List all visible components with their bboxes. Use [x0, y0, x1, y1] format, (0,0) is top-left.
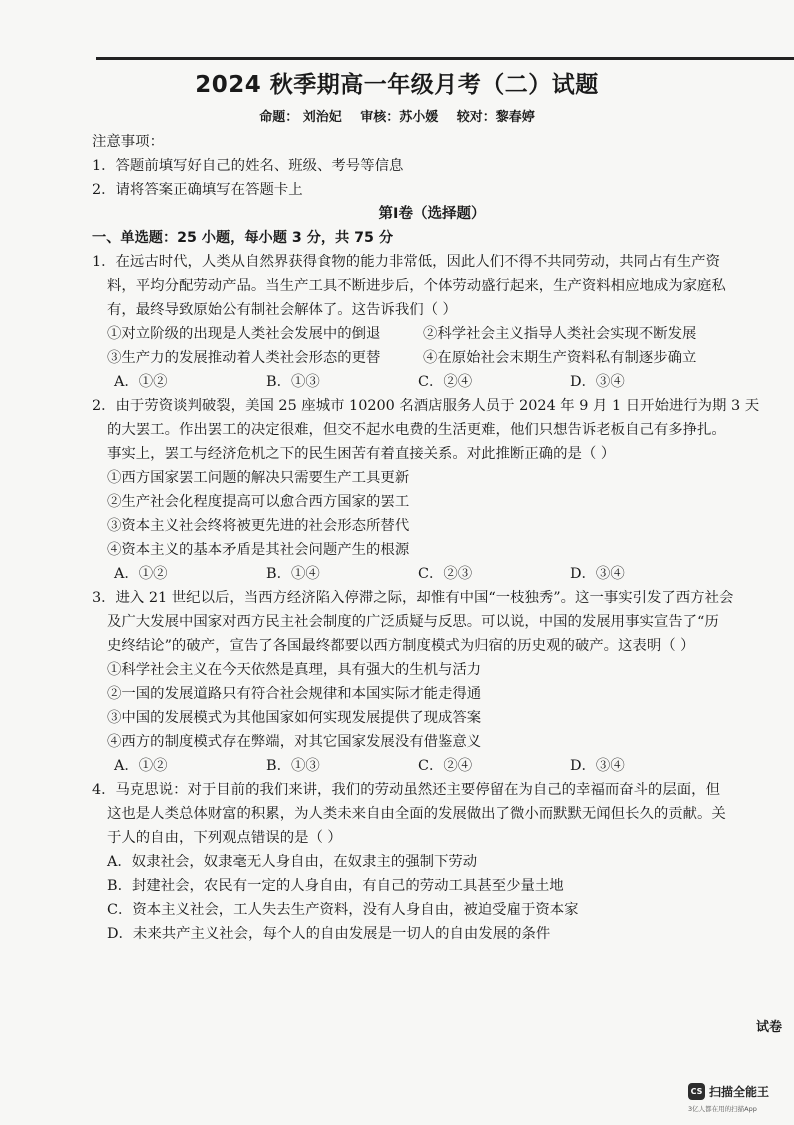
- question-1: [92, 250, 732, 394]
- camscanner-logo-icon: CS: [688, 1083, 705, 1100]
- statement: ③资本主义社会终将被更先进的社会形态所替代: [107, 518, 410, 534]
- statement-row: [92, 322, 732, 346]
- notice-item: 1．答题前填写好自己的姓名、班级、考号等信息: [92, 158, 404, 174]
- statement: ①西方国家罢工问题的解决只需要生产工具更新: [107, 470, 410, 486]
- statement: ③中国的发展模式为其他国家如何实现发展提供了现成答案: [107, 710, 482, 726]
- brand-tagline: 3亿人都在用的扫描App: [688, 1105, 757, 1113]
- option-b: B．封建社会，农民有一定的人身自由，有自己的劳动工具甚至少量土地: [107, 878, 564, 894]
- statement: ①对立阶级的出现是人类社会发展中的倒退: [107, 326, 381, 342]
- question-text: 的大罢工。作出罢工的决定很难，但交不起水电费的生活更难，他们只想告诉老板自己有多挣扎。: [107, 422, 726, 438]
- statement: ④资本主义的基本矛盾是其社会问题产生的根源: [107, 542, 410, 558]
- credit-reviewer: 审核：苏小媛: [360, 110, 439, 125]
- credit-author: 命题： 刘治妃: [259, 110, 342, 125]
- exam-content: [92, 130, 760, 946]
- choice-c: C．②④: [418, 758, 473, 774]
- choice-d: D．③④: [570, 566, 625, 582]
- option-c: C．资本主义社会，工人失去生产资料，没有人身自由，被迫受雇于资本家: [107, 902, 579, 918]
- statement: ③生产力的发展推动着人类社会形态的更替: [107, 350, 381, 366]
- choice-d: D．③④: [570, 758, 625, 774]
- statement: ④在原始社会末期生产资料私有制逐步确立: [423, 350, 697, 366]
- question-text: 4．马克思说：对于目前的我们来讲，我们的劳动虽然还主要停留在为自己的幸福而奋斗的层面，但: [92, 782, 720, 798]
- question-text: 史终结论”的破产，宣告了各国最终都要以西方制度模式为归宿的历史观的破产。这表明（ ）: [107, 638, 695, 654]
- exam-title: 2024 秋季期高一年级月考（二）试题: [195, 72, 599, 98]
- question-text: 1．在远古时代，人类从自然界获得食物的能力非常低，因此人们不得不共同劳动，共同占有生产资: [92, 254, 720, 270]
- statement: ②一国的发展道路只有符合社会规律和本国实际才能走得通: [107, 686, 482, 702]
- question-text: 有，最终导致原始公有制社会解体了。这告诉我们（ ）: [107, 302, 457, 318]
- question-text: 这也是人类总体财富的积累，为人类未来自由全面的发展做出了微小而默默无闻但长久的贡献。关: [107, 806, 726, 822]
- choice-c: C．②④: [418, 374, 473, 390]
- choice-a: A．①②: [114, 758, 168, 774]
- choice-a: A．①②: [114, 374, 168, 390]
- question-text: 料，平均分配劳动产品。当生产工具不断进步后，个体劳动盛行起来，生产资料相应地成为家庭私: [107, 278, 726, 294]
- choice-d: D．③④: [570, 374, 625, 390]
- notice-item: 2．请将答案正确填写在答题卡上: [92, 182, 303, 198]
- option-a: A．奴隶社会，奴隶毫无人身自由，在奴隶主的强制下劳动: [107, 854, 478, 870]
- choice-b: B．①③: [266, 758, 320, 774]
- statement: ②生产社会化程度提高可以愈合西方国家的罢工: [107, 494, 410, 510]
- section-title: 第Ⅰ卷（选择题）: [378, 206, 486, 222]
- credit-proofreader: 较对：黎春婷: [456, 110, 535, 125]
- part-heading: 一、单选题：25 小题，每小题 3 分，共 75 分: [92, 230, 394, 246]
- notice-heading: 注意事项：: [92, 134, 164, 150]
- exam-credits: [0, 106, 794, 125]
- top-rule: [96, 57, 794, 60]
- choice-row: [92, 754, 732, 778]
- choice-row: [92, 562, 732, 586]
- question-4: [92, 778, 732, 946]
- statement: ④西方的制度模式存在弊端，对其它国家发展没有借鉴意义: [107, 734, 482, 750]
- brand-name: 扫描全能王: [709, 1085, 770, 1099]
- choice-c: C．②③: [418, 566, 473, 582]
- question-3: [92, 586, 732, 778]
- choice-b: B．①③: [266, 374, 320, 390]
- statement: ②科学社会主义指导人类社会实现不断发展: [423, 326, 697, 342]
- question-text: 2．由于劳资谈判破裂，美国 25 座城市 10200 名酒店服务人员于 2024 年 9 月 1 日开始进行为期 3 天: [92, 398, 760, 414]
- scanner-watermark: [688, 1082, 788, 1116]
- question-text: 于人的自由，下列观点错误的是（ ）: [107, 830, 342, 846]
- statement: ①科学社会主义在今天依然是真理，具有强大的生机与活力: [107, 662, 482, 678]
- statement-row: [92, 346, 732, 370]
- question-2: [92, 394, 760, 586]
- page-footer-label: 试卷: [756, 1020, 783, 1035]
- choice-row: [92, 370, 732, 394]
- question-text: 3．进入 21 世纪以后，当西方经济陷入停滞之际，却惟有中国“一枝独秀”。这一事实引发了西方社会: [92, 590, 734, 606]
- option-d: D．未来共产主义社会，每个人的自由发展是一切人的自由发展的条件: [107, 926, 551, 942]
- choice-a: A．①②: [114, 566, 168, 582]
- question-text: 事实上，罢工与经济危机之下的民生困苦有着直接关系。对此推断正确的是（ ）: [107, 446, 616, 462]
- question-text: 及广大发展中国家对西方民主社会制度的广泛质疑与反思。可以说，中国的发展用事实宣告了“历: [107, 614, 719, 630]
- choice-b: B．①④: [266, 566, 320, 582]
